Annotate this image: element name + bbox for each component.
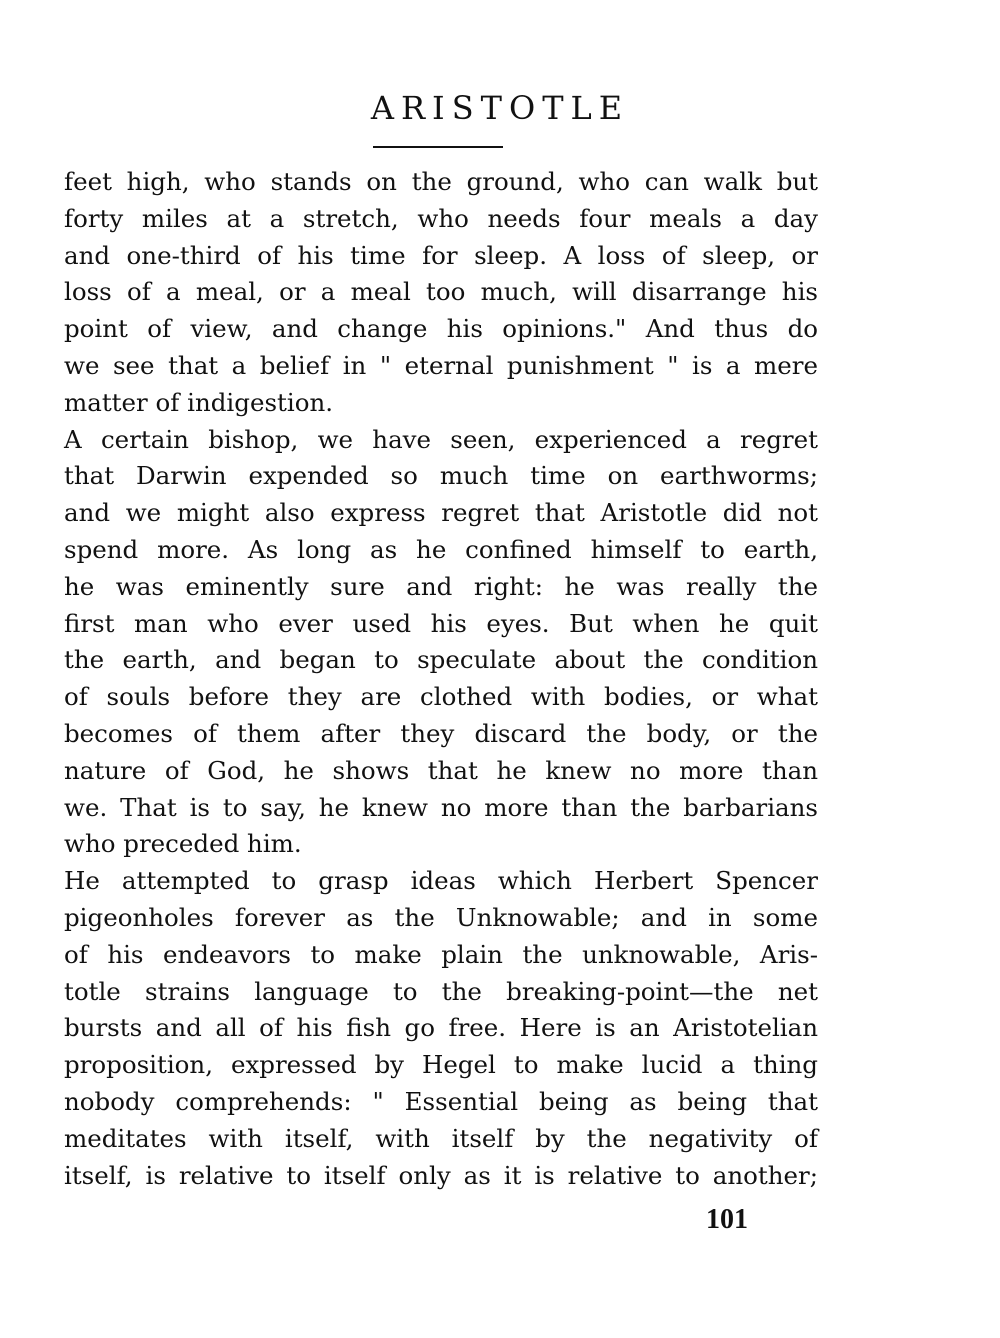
text-line: we. That is to say, he knew no more than the barbarians [64, 792, 818, 822]
text-line: point of view, and change his opinions." And thus do [64, 314, 818, 344]
text-line: and one-third of his time for sleep. A loss of sleep, or [64, 240, 818, 270]
text-line: bursts and all of his fish go free. Here is an Aristotelian [64, 1013, 818, 1043]
text-line: meditates with itself, with itself by the negativity of [64, 1123, 818, 1153]
text-line: proposition, expressed by Hegel to make lucid a thing [64, 1050, 818, 1080]
text-line: nature of God, he shows that he knew no more than [64, 755, 818, 785]
page-title: ARISTOTLE [370, 89, 630, 127]
text-line: He attempted to grasp ideas which Herbert Spencer [64, 866, 818, 896]
text-line: matter of indigestion. [64, 387, 334, 417]
text-line: becomes of them after they discard the body, or the [64, 718, 818, 748]
text-line: we see that a belief in " eternal punishment " is a mere [64, 350, 818, 380]
text-line: the earth, and began to speculate about the condition [64, 645, 818, 675]
page-number: 101 [706, 1204, 748, 1235]
text-line: of souls before they are clothed with bodies, or what [64, 682, 818, 712]
text-line: loss of a meal, or a meal too much, will disarrange his [64, 277, 818, 307]
text-line: feet high, who stands on the ground, who can walk but [64, 167, 818, 196]
text-line: that Darwin expended so much time on earthworms; [64, 461, 818, 491]
text-line: A certain bishop, we have seen, experienced a regret [64, 424, 818, 454]
text-line: of his endeavors to make plain the unknowable, Aris- [64, 939, 818, 969]
text-line: spend more. As long as he confined himself to earth, [64, 534, 818, 564]
text-line: and we might also express regret that Aristotle did not [64, 498, 818, 528]
text-line: he was eminently sure and right: he was really the [64, 571, 818, 601]
text-line: totle strains language to the breaking-point—the net [64, 976, 818, 1006]
text-line: pigeonholes forever as the Unknowable; and in some [64, 902, 818, 932]
title-divider [373, 146, 503, 148]
text-line: forty miles at a stretch, who needs four meals a day [64, 203, 818, 233]
text-line: itself, is relative to itself only as it is relative to another; [64, 1160, 818, 1190]
text-line: nobody comprehends: " Essential being as being that [64, 1086, 818, 1116]
text-line: first man who ever used his eyes. But when he quit [64, 608, 818, 638]
text-line: who preceded him. [64, 829, 302, 859]
body-text [64, 164, 818, 1194]
